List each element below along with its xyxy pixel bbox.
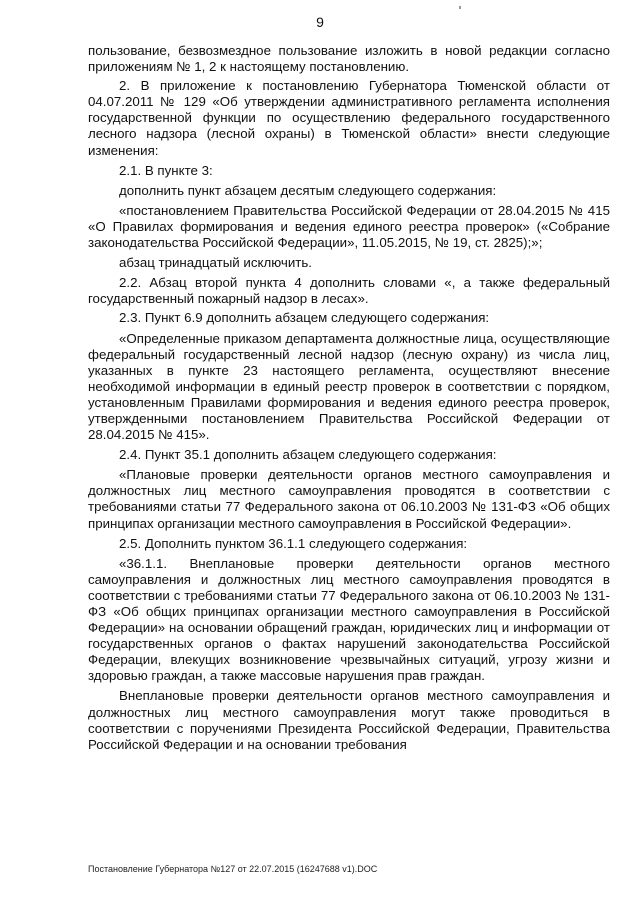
paragraph-item-2-5: 2.5. Дополнить пунктом 36.1.1 следующего содержания:	[119, 535, 468, 551]
paragraph-item-2-1-exclusion: абзац тринадцатый исключить.	[119, 255, 312, 271]
paragraph-item-2-1-quote: «постановлением Правительства Российской Федерации от 28.04.2015 № 415 «О Правилах формирования и ведения единого реестра проверок» («Собрание законодательства Российской Федерации», 11.05.2015, № 19, ст. 2825);»;	[88, 202, 610, 251]
scan-artifact	[459, 6, 461, 9]
paragraph-continuation: пользование, безвозмездное пользование изложить в новой редакции согласно приложениям № 1, 2 к настоящему постановлению.	[88, 43, 610, 75]
paragraph-item-2-5-quote: «36.1.1. Внеплановые проверки деятельности органов местного самоуправления и должностных лиц местного самоуправления проводятся в соответствии с требованиями статьи 77 Федерального закона от 06.10.2003 № 131-ФЗ «Об общих принципах организации местного самоуправления в Российской Федерации» на основании обращений граждан, юридических лиц и информации от государственных органов о фактах нарушений законодательства Российской Федерации, влекущих возникновение чрезвычайных ситуаций, угрозу жизни и здоровью граждан, а также массовые нарушения прав граждан.	[88, 555, 610, 684]
paragraph-item-2-4: 2.4. Пункт 35.1 дополнить абзацем следующего содержания:	[119, 447, 497, 463]
paragraph-item-2-3: 2.3. Пункт 6.9 дополнить абзацем следующего содержания:	[119, 310, 490, 326]
paragraph-item-2-1: 2.1. В пункте 3:	[119, 162, 213, 178]
document-footer: Постановление Губернатора №127 от 22.07.2015 (16247688 v1).DOC	[88, 864, 378, 874]
paragraph-item-2-2: 2.2. Абзац второй пункта 4 дополнить словами «, а также федеральный государственный пожарный надзор в лесах».	[88, 275, 610, 307]
paragraph-item-2: 2. В приложение к постановлению Губернатора Тюменской области от 04.07.2011 № 129 «Об утверждении административного регламента исполнения государственной функции по осуществлению федерального государственного лесного надзора (лесной охраны) в Тюменской области» внести следующие изменения:	[88, 78, 610, 158]
page-number: 9	[316, 14, 324, 30]
paragraph-unscheduled-inspections: Внеплановые проверки деятельности органов местного самоуправления и должностных лиц местного самоуправления могут также проводиться в соответствии с поручениями Президента Российской Федерации, Правительства Российской Федерации и на основании требования	[88, 688, 610, 752]
paragraph-item-2-1-instruction: дополнить пункт абзацем десятым следующего содержания:	[119, 182, 497, 198]
paragraph-item-2-3-quote: «Определенные приказом департамента должностные лица, осуществляющие федеральный государственный лесной надзор (лесную охрану) из числа лиц, указанных в пункте 23 настоящего регламента, осуществляют внесение необходимой информации в единый реестр проверок в соответствии с порядком, установленным Правилами формирования и ведения единого реестра проверок, утвержденными постановлением Правительства Российской Федерации от 28.04.2015 № 415».	[88, 330, 610, 443]
paragraph-item-2-4-quote: «Плановые проверки деятельности органов местного самоуправления и должностных лиц местного самоуправления проводятся в соответствии с требованиями статьи 77 Федерального закона от 06.10.2003 № 131-ФЗ «Об общих принципах организации местного самоуправления в Российской Федерации».	[88, 467, 610, 531]
document-body	[88, 43, 610, 756]
